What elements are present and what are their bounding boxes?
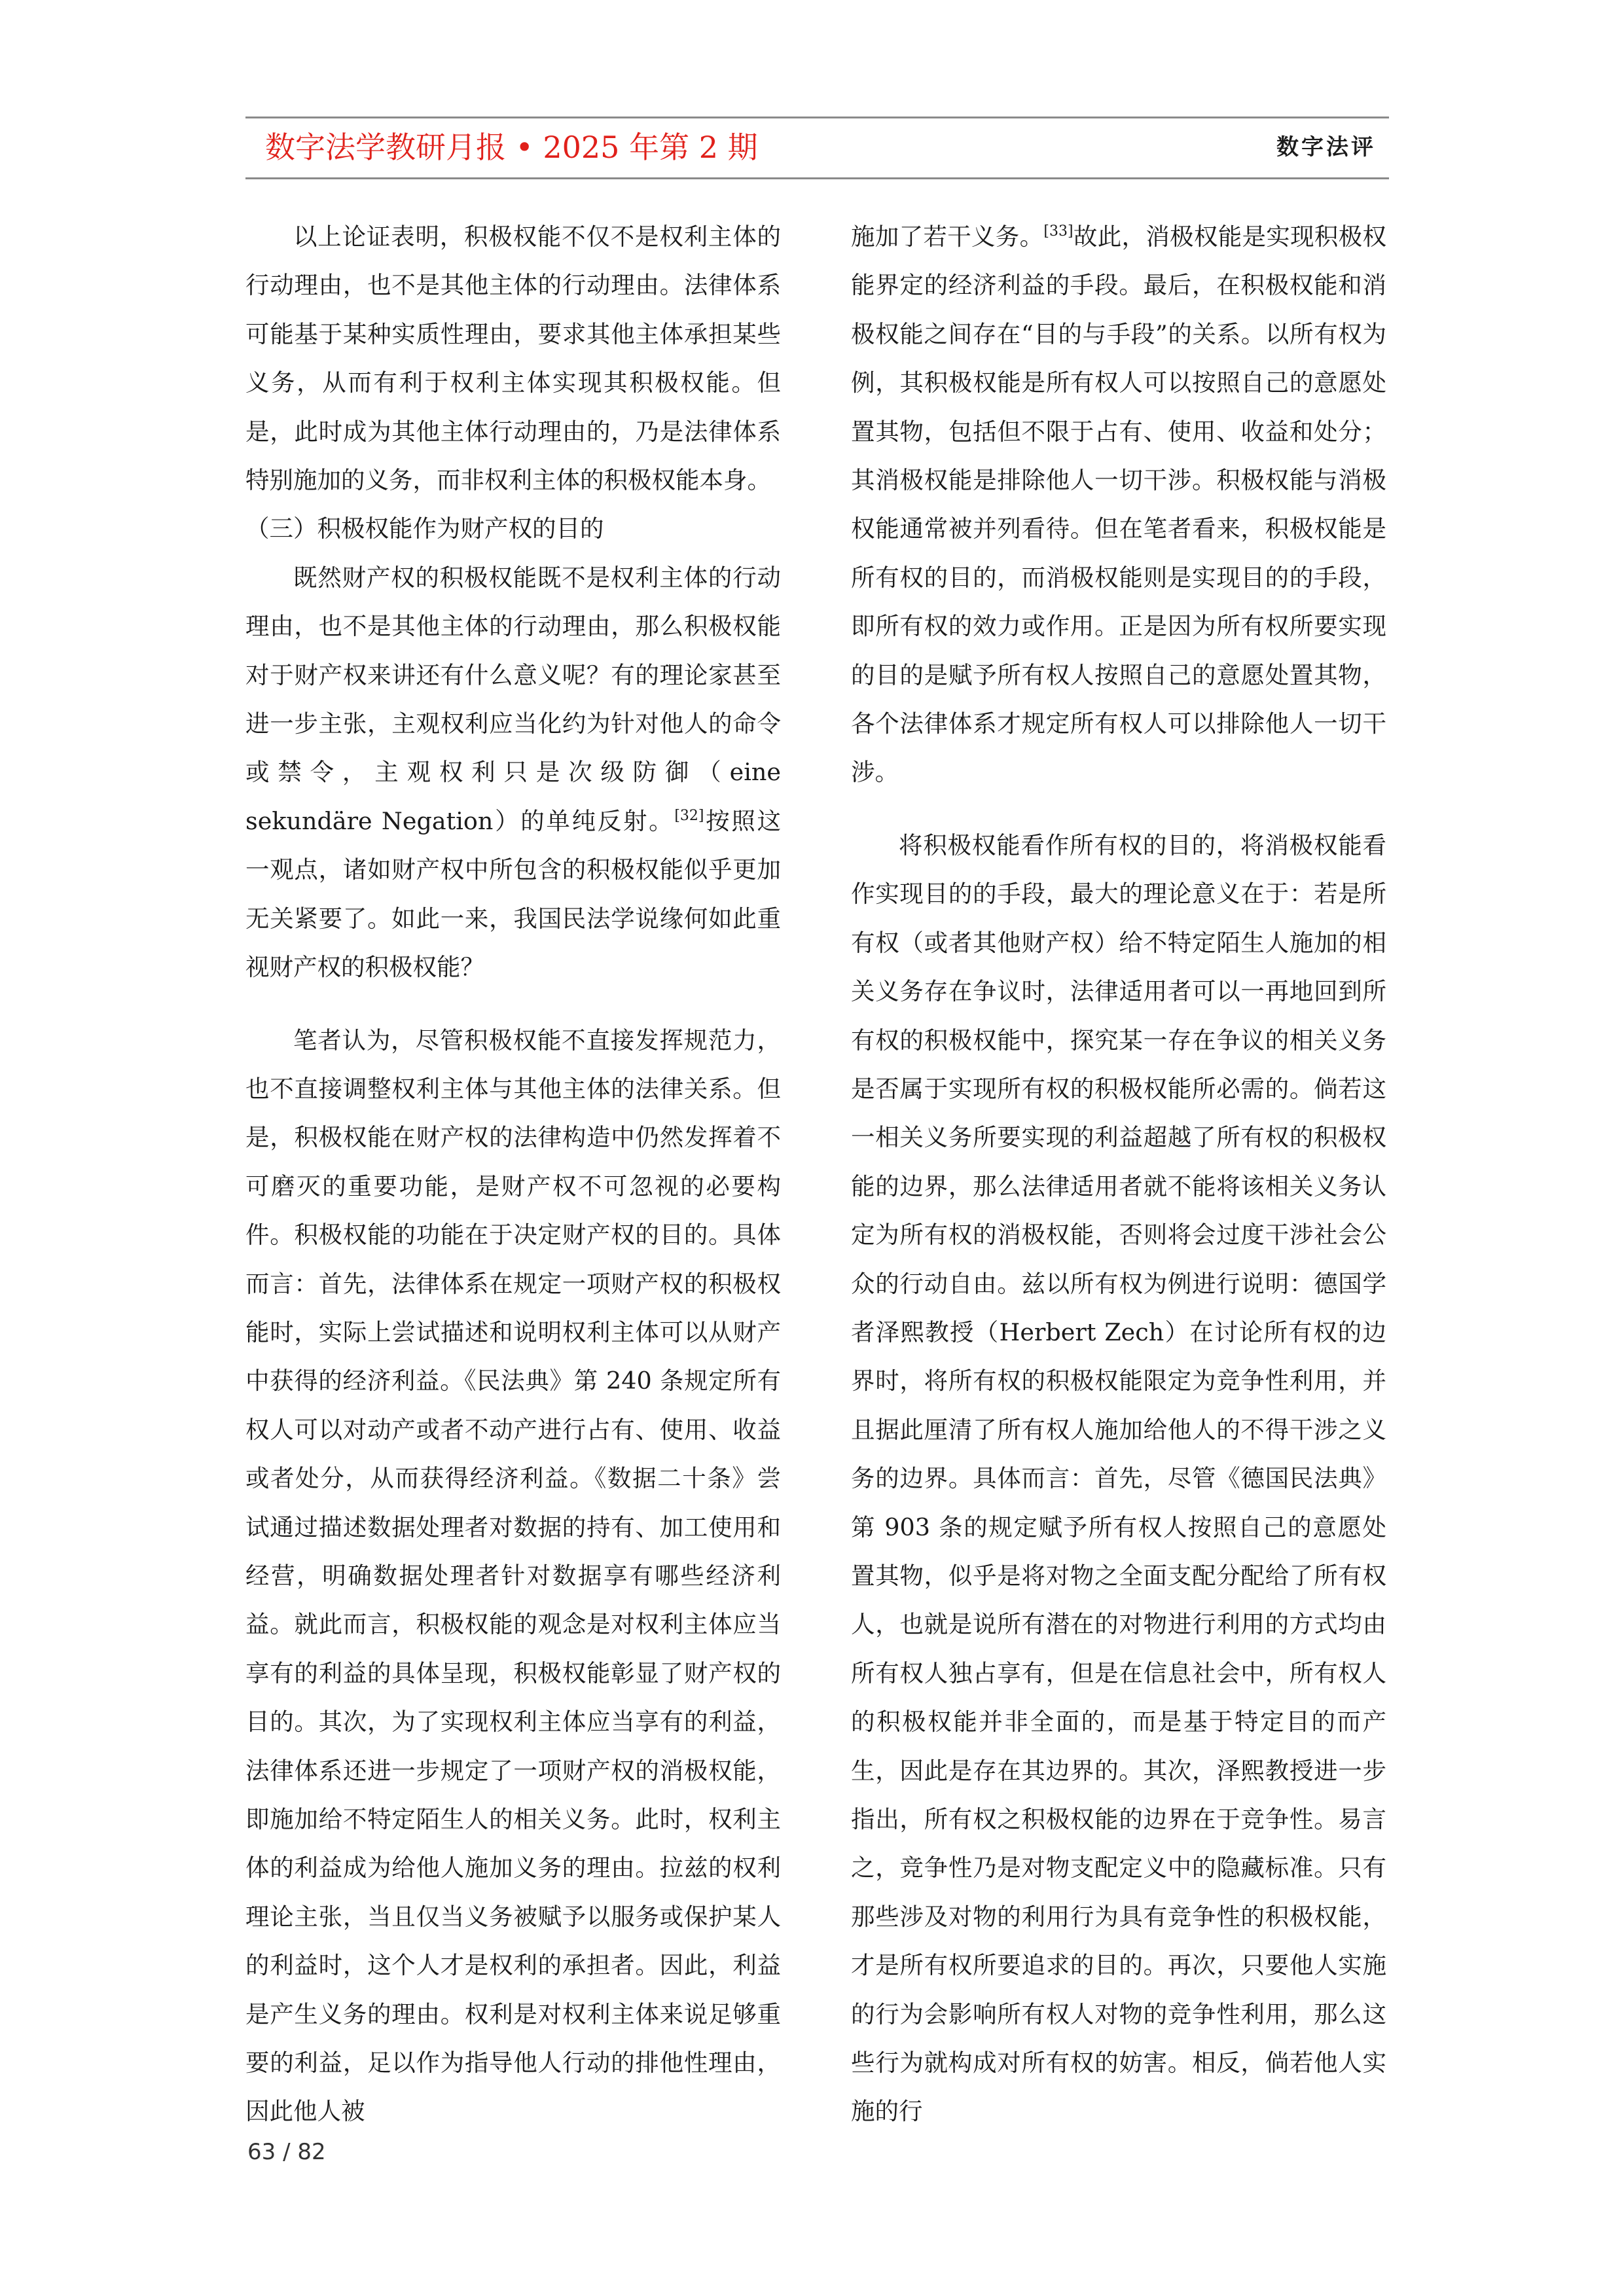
footnote-reference[interactable]: [33] xyxy=(1043,223,1074,240)
page-header xyxy=(245,117,1389,179)
paragraph-gap xyxy=(245,992,781,1016)
section-name: 数字法评 xyxy=(1276,134,1376,160)
page-number: 63 / 82 xyxy=(247,2139,326,2165)
paragraph-gap xyxy=(851,797,1386,821)
paragraph: 将积极权能看作所有权的目的，将消极权能看作实现目的的手段，最大的理论意义在于：若是所有权（或者其他财产权）给不特定陌生人施加的相关义务存在争议时，法律适用者可以一再地回到所有权的积极权能中，探究某一存在争议的相关义务是否属于实现所有权的积极权能所必需的。倘若这一相关义务所要实现的利益超越了所有权的积极权能的边界，那么法律适用者就不能将该相关义务认定为所有权的消极权能，否则将会过度干涉社会公众的行动自由。兹以所有权为例进行说明：德国学者泽熙教授（Herbert Zech）在讨论所有权的边界时，将所有权的积极权能限定为竞争性利用，并且据此厘清了所有权人施加给他人的不得干涉之义务的边界。具体而言：首先，尽管《德国民法典》第 903 条的规定赋予所有权人按照自己的意愿处置其物，似乎是将对物之全面支配分配给了所有权人，也就是说所有潜在的对物进行利用的方式均由所有权人独占享有，但是在信息社会中，所有权人的积极权能并非全面的，而是基于特定目的而产生，因此是存在其边界的。其次，泽熙教授进一步指出，所有权之积极权能的边界在于竞争性。易言之，竞争性乃是对物支配定义中的隐藏标准。只有那些涉及对物的利用行为具有竞争性的积极权能，才是所有权所要追求的目的。再次，只要他人实施的行为会影响所有权人对物的竞争性利用，那么这些行为就构成对所有权的妨害。相反，倘若他人实施的行 xyxy=(851,831,1386,2126)
paragraph-text: 按照这一观点，诸如财产权中所包含的积极权能似乎更加无关紧要了。如此一来，我国民法学说缘何如此重视财产权的积极权能？ xyxy=(245,806,782,982)
journal-title: 数字法学教研月报 • 2025 年第 2 期 xyxy=(265,130,758,165)
paragraph xyxy=(245,554,781,992)
footnote-reference[interactable]: [32] xyxy=(674,807,704,824)
right-column xyxy=(851,213,1386,2136)
left-column xyxy=(245,213,781,2136)
paragraph: 以上论证表明，积极权能不仅不是权利主体的行动理由，也不是其他主体的行动理由。法律体系可能基于某种实质性理由，要求其他主体承担某些义务，从而有利于权利主体实现其积极权能。但是，此时成为其他主体行动理由的，乃是法律体系特别施加的义务，而非权利主体的积极权能本身。 xyxy=(245,223,781,495)
paragraph-text: 施加了若干义务。 xyxy=(851,223,1044,251)
paragraph: 笔者认为，尽管积极权能不直接发挥规范力，也不直接调整权利主体与其他主体的法律关系。但是，积极权能在财产权的法律构造中仍然发挥着不可磨灭的重要功能，是财产权不可忽视的必要构件。积极权能的功能在于决定财产权的目的。具体而言：首先，法律体系在规定一项财产权的积极权能时，实际上尝试描述和说明权利主体可以从财产中获得的经济利益。《民法典》第 240 条规定所有权人可以对动产或者不动产进行占有、使用、收益或者处分，从而获得经济利益。《数据二十条》尝试通过描述数据处理者对数据的持有、加工使用和经营，明确数据处理者针对数据享有哪些经济利益。就此而言，积极权能的观念是对权利主体应当享有的利益的具体呈现，积极权能彰显了财产权的目的。其次，为了实现权利主体应当享有的利益，法律体系还进一步规定了一项财产权的消极权能，即施加给不特定陌生人的相关义务。此时，权利主体的利益成为给他人施加义务的理由。拉兹的权利理论主张，当且仅当义务被赋予以服务或保护某人的利益时，这个人才是权利的承担者。因此，利益是产生义务的理由。权利是对权利主体来说足够重要的利益，足以作为指导他人行动的排他性理由，因此他人被 xyxy=(245,1026,781,2126)
paragraph-text: 既然财产权的积极权能既不是权利主体的行动理由，也不是其他主体的行动理由，那么积极权能对于财产权来讲还有什么意义呢？有的理论家甚至进一步主张，主观权利应当化约为针对他人的命令或禁令，主观权利只是次级防御（eine sekundäre Negation）的单纯反射。 xyxy=(245,563,781,835)
section-heading: （三）积极权能作为财产权的目的 xyxy=(245,514,604,543)
paragraph xyxy=(851,213,1386,797)
paragraph-text: 故此，消极权能是实现积极权能界定的经济利益的手段。最后，在积极权能和消极权能之间存在“目的与手段”的关系。以所有权为例，其积极权能是所有权人可以按照自己的意愿处置其物，包括但不限于占有、使用、收益和处分；其消极权能是排除他人一切干涉。积极权能与消极权能通常被并列看待。但在笔者看来，积极权能是所有权的目的，而消极权能则是实现目的的手段，即所有权的效力或作用。正是因为所有权所要实现的目的是赋予所有权人按照自己的意愿处置其物，各个法律体系才规定所有权人可以排除他人一切干涉。 xyxy=(851,223,1387,787)
